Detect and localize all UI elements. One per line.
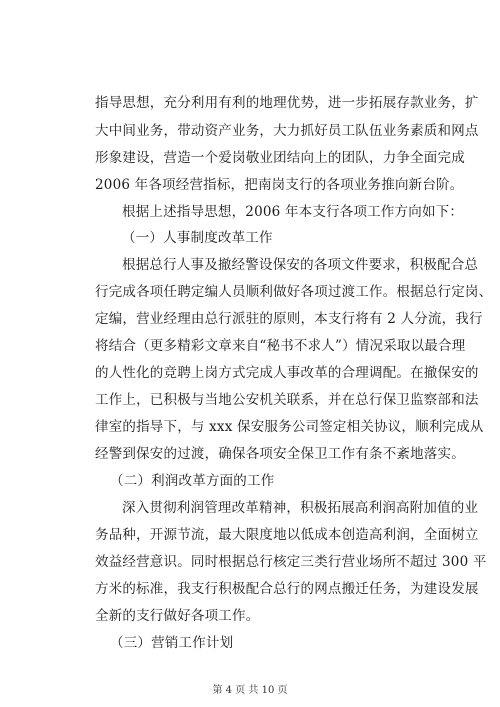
paragraph-line: 形象建设，营造一个爱岗敬业团结向上的团队，力争全面完成 [95, 150, 465, 166]
paragraph-line: 将结合（更多精彩文章来自“秘书不求人”）情况采取以最合理 [95, 338, 466, 354]
paragraph-line: 根据总行人事及撤经警设保安的各项文件要求，积极配合总 [122, 257, 479, 273]
paragraph-line: 大中间业务，带动资产业务，大力抓好员工队伍业务素质和网点 [95, 123, 479, 139]
paragraph-line: 方米的标准，我支行积极配合总行的网点搬迁任务，为建设发展 [95, 581, 479, 597]
paragraph-line: 的人性化的竞聘上岗方式完成人事改革的合理调配。在撤保安的 [95, 365, 479, 381]
paragraph-line: 2006 年各项经营指标，把南岗支行的各项业务推向新台阶。 [95, 177, 464, 193]
paragraph-line: 全新的支行做好各项工作。 [95, 608, 260, 624]
paragraph-line: 工作上，已积极与当地公安机关联系，并在总行保卫监察部和法 [95, 392, 479, 408]
paragraph-line: 效益经营意识。同时根据总行核定三类行营业场所不超过 300 平 [95, 554, 487, 570]
page-number-footer: 第 4 页 共 10 页 [212, 685, 288, 696]
paragraph-line: 指导思想，充分利用有利的地理优势，进一步拓展存款业务，扩 [95, 95, 479, 111]
paragraph-line: 经警到保安的过渡，确保各项安全保卫工作有条不紊地落实。 [95, 446, 465, 462]
paragraph-line: 行完成各项任聘定编人员顺利做好各项过渡工作。根据总行定岗、 [95, 284, 493, 300]
section-heading: （二）利润改革方面的工作 [110, 473, 275, 489]
paragraph-line: 律室的指导下，与 xxx 保安服务公司签定相关协议，顺利完成从 [95, 419, 484, 435]
paragraph-line: 务品种，开源节流，最大限度地以低成本创造高利润，全面树立 [95, 527, 479, 543]
paragraph-line: 深入贯彻利润管理改革精神，积极拓展高利润高附加值的业 [122, 500, 479, 516]
paragraph-line: 定编，营业经理由总行派驻的原则，本支行将有 2 人分流，我行 [95, 311, 483, 327]
paragraph-line: 根据上述指导思想，2006 年本支行各项工作方向如下： [122, 204, 464, 220]
section-heading: （三）营销工作计划 [110, 635, 234, 651]
section-heading: （一）人事制度改革工作 [122, 230, 273, 246]
